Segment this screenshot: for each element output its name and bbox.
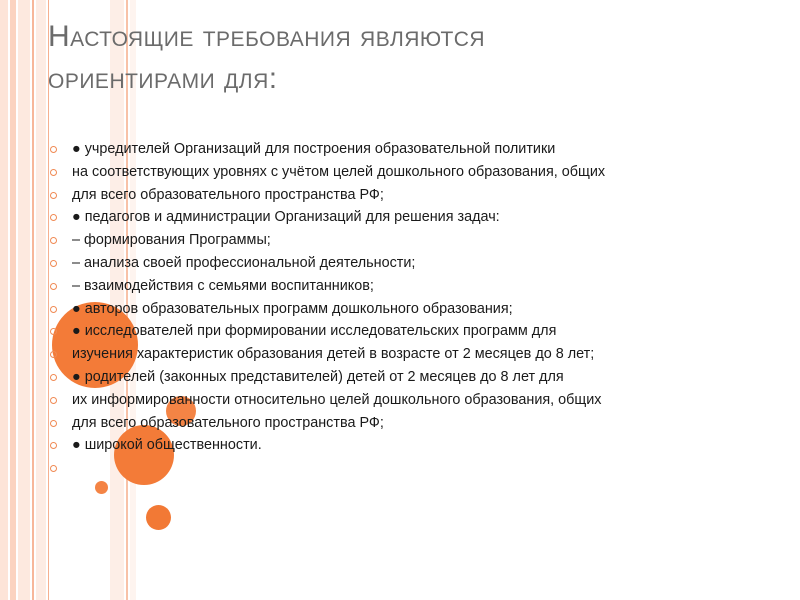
list-item: ● исследователей при формировании исследовательских программ для [48,323,668,339]
bullet-icon [50,374,57,381]
list-item: изучения характеристик образования детей в возрасте от 2 месяцев до 8 лет; [48,346,668,362]
list-item: – анализа своей профессиональной деятельности; [48,255,668,271]
bullet-icon [50,465,57,472]
bullet-icon [50,260,57,267]
bullet-list [48,141,668,483]
list-item: ● родителей (законных представителей) детей от 2 месяцев до 8 лет для [48,369,668,385]
list-item: ● авторов образовательных программ дошкольного образования; [48,301,668,317]
list-item: – формирования Программы; [48,232,668,248]
bullet-icon [50,442,57,449]
list-item: на соответствующих уровнях с учётом целей дошкольного образования, общих [48,164,668,180]
list-item: ● учредителей Организаций для построения образовательной политики [48,141,668,157]
bullet-icon [50,283,57,290]
slide-title [48,16,768,100]
bullet-icon [50,192,57,199]
slide-title-line-1: Настоящие требования являются [48,20,486,53]
bullet-icon [50,214,57,221]
decor-stripe [32,0,34,600]
list-item: – взаимодействия с семьями воспитанников; [48,278,668,294]
bullet-icon [50,420,57,427]
bullet-icon [50,306,57,313]
bullet-icon [50,397,57,404]
bullet-icon [50,237,57,244]
bullet-icon [50,351,57,358]
decor-stripe [18,0,30,600]
bullet-icon [50,146,57,153]
decor-stripe [36,0,46,600]
slide-title-line-2: ориентирами для: [48,62,278,95]
decor-stripe [10,0,16,600]
list-item: ● педагогов и администрации Организаций для решения задач: [48,209,668,225]
bullet-icon [50,169,57,176]
bullet-icon [50,328,57,335]
decor-stripe [0,0,8,600]
decor-circle-small [146,505,171,530]
list-item: для всего образовательного пространства РФ; [48,415,668,431]
list-item: их информированности относительно целей дошкольного образования, общих [48,392,668,408]
list-item [48,460,668,476]
list-item: для всего образовательного пространства РФ; [48,187,668,203]
list-item: ● широкой общественности. [48,437,668,453]
